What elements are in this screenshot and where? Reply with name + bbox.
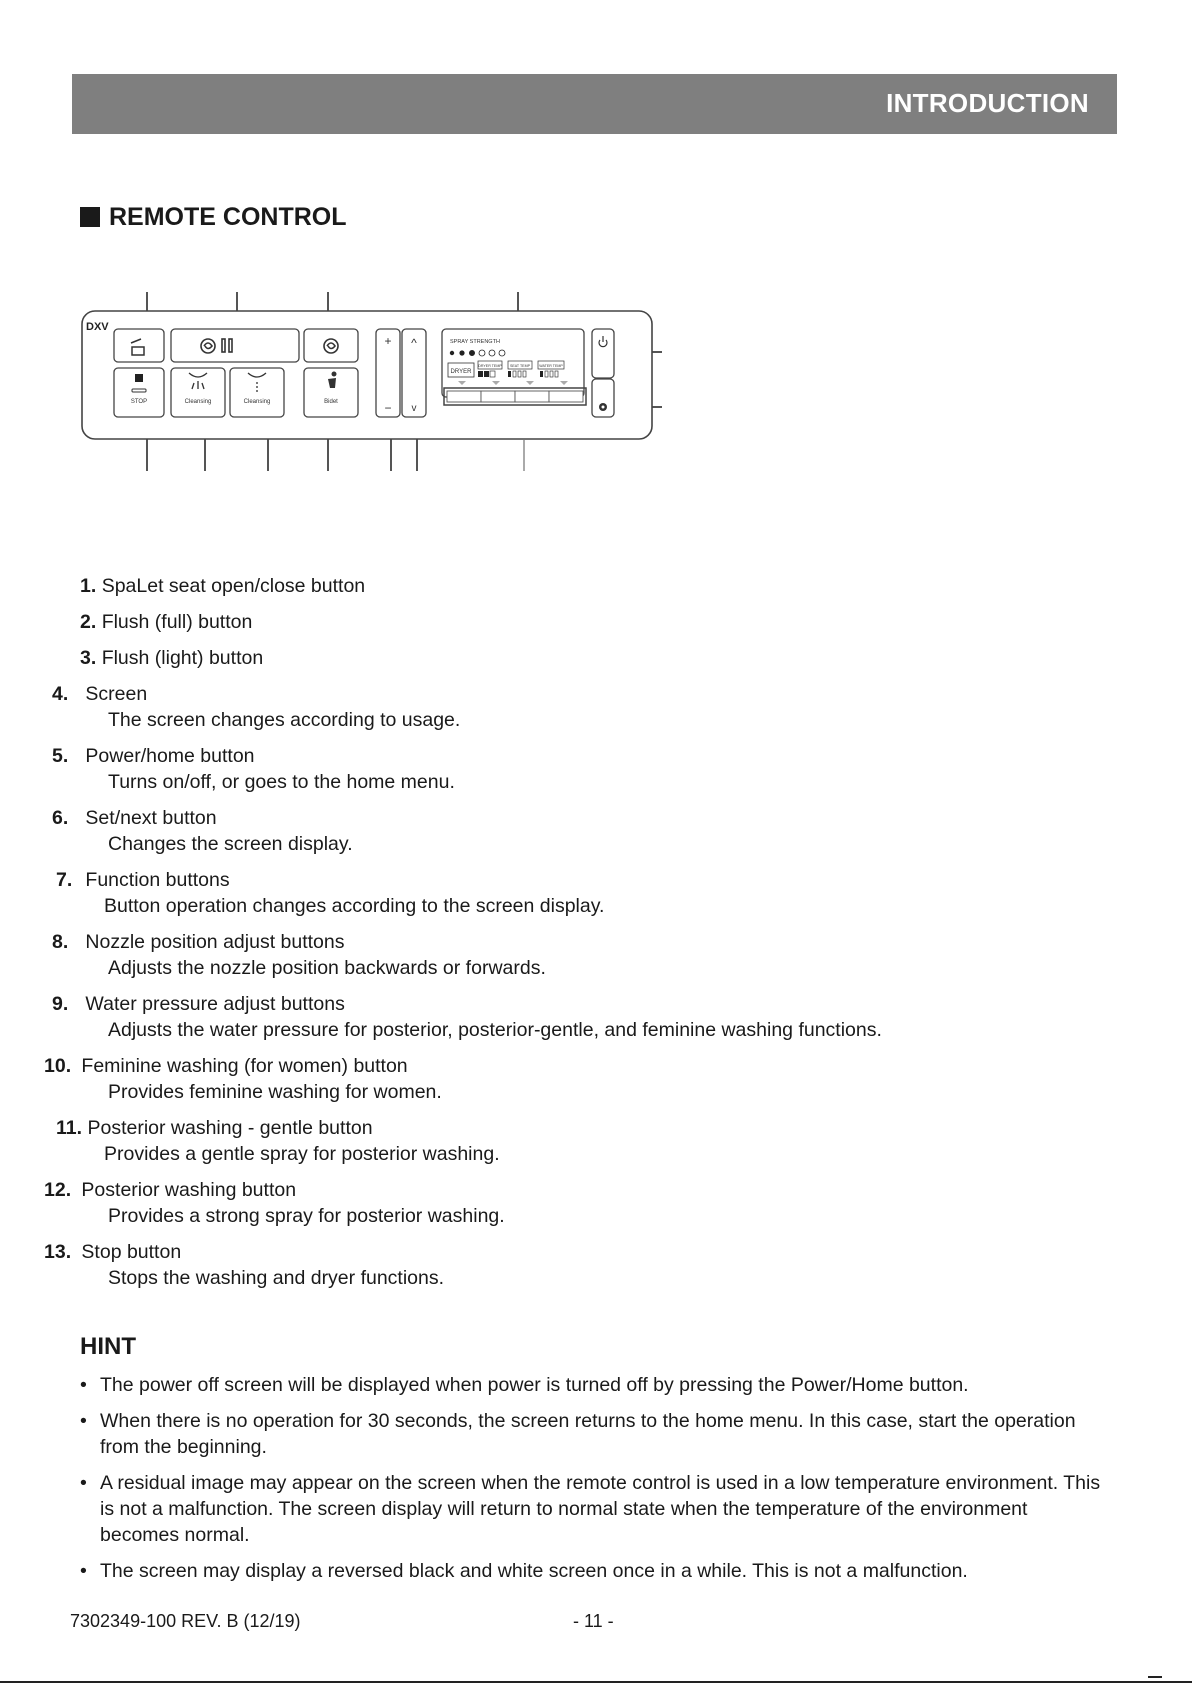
bottom-mark [1148,1676,1162,1678]
hint-list [80,1372,1110,1594]
item-number: 11. [56,1117,83,1139]
item-description: Adjusts the water pressure for posterior, posterior-gentle, and feminine washing functions. [108,1019,882,1041]
list-item: 12. Posterior washing button Provides a strong spray for posterior washing. [80,1177,1080,1229]
strength-dot [479,350,485,356]
list-item: 10. Feminine washing (for women) button Provides feminine washing for women. [80,1053,1080,1105]
function-button-4[interactable] [549,391,583,402]
up-symbol: ^ [411,336,417,350]
page-number: - 11 - [573,1611,614,1631]
item-description: Button operation changes according to the screen display. [104,895,605,917]
remote-control-diagram [60,285,680,485]
down-symbol: v [411,403,417,414]
item-title: Posterior washing - gentle button [87,1117,373,1139]
strength-dot [469,350,474,355]
function-button-2[interactable] [481,391,515,402]
hint-text: A residual image may appear on the screen when the remote control is used in a low temperature environment. This is not a malfunction. The screen display will return to normal state when the temperature of the environment becomes normal. [100,1472,1101,1546]
bottom-rule [0,1681,1192,1683]
hint-bullet-item [80,1372,1110,1398]
list-item: 6. Set/next button Changes the screen display. [80,805,1080,857]
item-title: Flush (light) button [101,647,264,669]
item-description: Provides a strong spray for posterior washing. [108,1205,505,1227]
document-code: 7302349-100 REV. B (12/19) [70,1611,301,1631]
item-description: Turns on/off, or goes to the home menu. [108,771,455,793]
strength-dot [489,350,495,356]
list-item [80,573,1080,599]
list-item [56,1115,1080,1167]
set-next-button[interactable] [592,379,614,417]
item-title: Function buttons [85,869,230,891]
bullet-dot-icon: • [80,1410,87,1432]
hint-bullet-item [80,1558,1110,1584]
item-number: 2. [80,611,97,633]
item-title: Feminine washing (for women) button [81,1055,408,1077]
hint-text: The power off screen will be displayed when power is turned off by pressing the Power/Home button. [100,1374,969,1396]
posterior-wash-button[interactable] [171,368,225,417]
item-description: Provides feminine washing for women. [108,1081,442,1103]
gear-icon [599,403,607,411]
section-title-text: REMOTE CONTROL [109,203,347,231]
stop-square-icon [135,374,143,382]
list-item: 7. Function buttons Button operation changes according to the screen display. [80,867,1080,919]
feminine-wash-button[interactable] [304,368,358,417]
item-description: Changes the screen display. [108,833,353,855]
function-button-1[interactable] [447,391,481,402]
list-item [80,609,1080,635]
list-item [80,645,1080,671]
hint-text: When there is no operation for 30 seconds, the screen returns to the home menu. In this case, start the operation from the beginning. [100,1410,1076,1458]
strength-dot [460,351,464,355]
item-description: Stops the washing and dryer functions. [108,1267,445,1289]
spray-strength-label: SPRAY STRENGTH [450,339,500,345]
list-item: 13. Stop button Stops the washing and dryer functions. [80,1239,1080,1291]
square-bullet-icon [80,207,100,227]
minus-symbol: − [384,401,392,415]
item-title: Water pressure adjust buttons [85,993,345,1015]
item-title: Set/next button [85,807,217,829]
section-title [80,203,347,232]
bullet-dot-icon: • [80,1374,87,1396]
cleansing-label-2: Cleansing [243,399,271,405]
water-temp-label: WATER TEMP [539,364,563,368]
posterior-gentle-button[interactable] [230,368,284,417]
hint-title: HINT [80,1333,136,1360]
dryer-temp-label: DRYER TEMP [478,364,502,368]
header-title: INTRODUCTION [886,88,1089,118]
cleansing-label-1: Cleansing [184,399,212,405]
dryer-label: DRYER [450,369,472,375]
item-title: Flush (full) button [101,611,253,633]
seat-temp-label: SEAT TEMP [510,364,530,368]
flush-full-button[interactable] [171,329,299,362]
function-button-3[interactable] [515,391,549,402]
header-bar [72,74,1117,134]
list-item: 5. Power/home button Turns on/off, or goes to the home menu. [80,743,1080,795]
item-number: 1. [80,575,97,597]
bullet-dot-icon: • [80,1560,87,1582]
hint-bullet-item [80,1470,1110,1548]
seat-open-close-button[interactable] [114,329,164,362]
item-title: Nozzle position adjust buttons [85,931,345,953]
bidet-label: Bidet [324,399,338,405]
item-title: Screen [85,683,148,705]
stop-label: STOP [130,399,148,405]
item-title: Posterior washing button [81,1179,297,1201]
dxv-logo: DXV [86,321,109,333]
item-title: SpaLet seat open/close button [101,575,366,597]
bullet-dot-icon: • [80,1472,87,1494]
list-item: 8. Nozzle position adjust buttons Adjusts the nozzle position backwards or forwards. [80,929,1080,981]
item-description: The screen changes according to usage. [108,709,461,731]
hint-bullet-item [80,1408,1110,1460]
item-title: Power/home button [85,745,255,767]
flush-light-button[interactable] [304,329,358,362]
item-title: Stop button [81,1241,182,1263]
plus-symbol: + [384,334,392,348]
item-description: Adjusts the nozzle position backwards or forwards. [108,957,546,979]
numbered-item-list [44,573,1080,1301]
strength-dot [450,351,454,355]
item-description: Provides a gentle spray for posterior washing. [104,1143,500,1165]
strength-dot [499,350,505,356]
hint-text: The screen may display a reversed black and white screen once in a while. This is not a malfunction. [100,1560,968,1582]
list-item: 9. Water pressure adjust buttons Adjusts the water pressure for posterior, posterior-gentle, and feminine washing functions. [80,991,1080,1043]
list-item: 4. Screen The screen changes according to usage. [80,681,1080,733]
item-number: 3. [80,647,97,669]
